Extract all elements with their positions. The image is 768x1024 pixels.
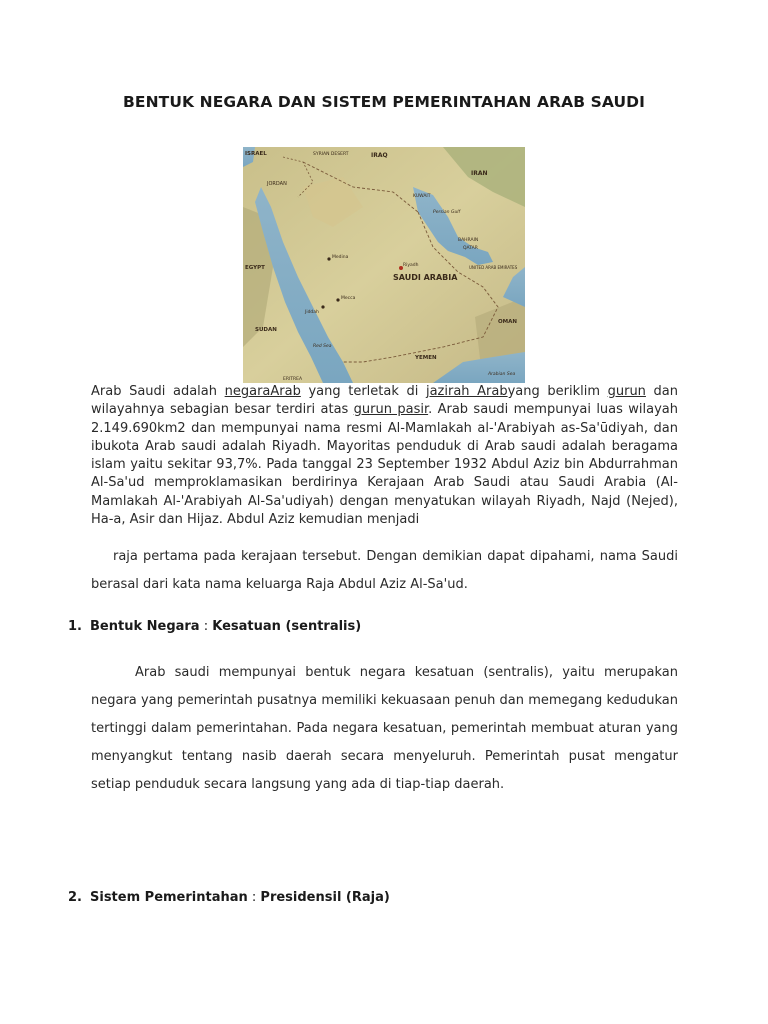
map-label-bahrain: BAHRAIN <box>458 238 479 243</box>
map-label-iraq: IRAQ <box>371 152 388 159</box>
map-image <box>243 147 525 383</box>
section-2-number: 2. <box>68 890 82 905</box>
intro-paragraph <box>91 383 678 529</box>
section-2-value: Presidensil (Raja) <box>260 890 390 905</box>
section-1-number: 1. <box>68 619 82 634</box>
link-gurun[interactable]: gurun <box>607 384 646 399</box>
section-2-label: Sistem Pemerintahan <box>90 890 248 905</box>
link-negara-arab[interactable]: negaraArab <box>224 384 301 399</box>
section-2-colon: : <box>247 890 261 905</box>
map-label-jiddah: Jiddah <box>305 310 319 315</box>
map-label-riyadh: Riyadh <box>403 263 419 268</box>
intro-text: yang beriklim <box>507 384 608 399</box>
map-label-egypt: EGYPT <box>245 265 265 271</box>
map-label-jordan: JORDAN <box>267 181 287 187</box>
map-label-syrian-desert: SYRIAN DESERT <box>313 152 349 157</box>
map-label-qatar: QATAR <box>463 246 478 251</box>
intro-text: Arab Saudi adalah <box>91 384 225 399</box>
section-1-body-text: Arab saudi mempunyai bentuk negara kesatuan (sentralis), yaitu merupakan negara yang pemerintah pusatnya memiliki kekuasaan penuh dan memegang kedudukan tertinggi dalam pemerintahan. Pada negara kesatuan, pemerintah membuat aturan yang menyangkut tentang nasib daerah secara menyeluruh. Pemerintah pusat mengatur setiap penduduk secara langsung yang ada di tiap-tiap daerah. <box>91 665 678 792</box>
section-1-colon: : <box>199 619 213 634</box>
continuation-paragraph <box>91 543 678 599</box>
document-title: BENTUK NEGARA DAN SISTEM PEMERINTAHAN ARAB SAUDI <box>122 93 646 111</box>
section-2-heading <box>68 890 390 905</box>
map-label-red-sea: Red Sea <box>313 344 332 349</box>
intro-text: . Arab saudi mempunyai luas wilayah 2.149.690km2 dan mempunyai nama resmi Al-Mamlakah al-'Arabiyah as-Sa'ūdiyah, dan ibukota Arab saudi adalah Riyadh. Mayoritas penduduk di Arab saudi adalah beragama islam yaitu sekitar 93,7%. Pada tanggal 23 September 1932 Abdul Aziz bin Abdurrahman Al-Sa'ud memproklamasikan berdirinya Kerajaan Arab Saudi atau Saudi Arabia (Al-Mamlakah Al-'Arabiyah Al-Sa'udiyah) dengan menyatukan wilayah Riyadh, Najd (Nejed), Ha-a, Asir dan Hijaz. Abdul Aziz kemudian menjadi <box>91 402 678 528</box>
map-label-medina: Medina <box>332 255 349 260</box>
section-1-heading <box>68 619 361 634</box>
map-label-arabian-sea: Arabian Sea <box>488 372 516 377</box>
map-label-uae: UNITED ARAB EMIRATES <box>469 265 518 270</box>
saudi-arabia-map <box>243 147 525 383</box>
link-gurun-pasir[interactable]: gurun pasir <box>353 402 429 418</box>
map-label-kuwait: KUWAIT <box>413 194 431 199</box>
map-label-sudan: SUDAN <box>255 327 277 333</box>
map-label-iran: IRAN <box>471 170 488 177</box>
section-1-label: Bentuk Negara <box>90 619 200 634</box>
map-label-eritrea: ERITREA <box>283 377 303 382</box>
continuation-text: raja pertama pada kerajaan tersebut. Dengan demikian dapat dipahami, nama Saudi berasal dari kata nama keluarga Raja Abdul Aziz Al-Sa'ud. <box>91 549 678 592</box>
map-label-oman: OMAN <box>498 319 518 325</box>
map-label-persian-gulf: Persian Gulf <box>433 210 461 215</box>
map-label-saudi-arabia: SAUDI ARABIA <box>393 273 458 282</box>
intro-text: yang terletak di <box>300 384 426 399</box>
link-jazirah-arab[interactable]: jazirah Arab <box>425 384 508 399</box>
intro-text: dan wilayahnya sebagian besar terdiri atas <box>91 384 679 418</box>
map-label-yemen: YEMEN <box>415 355 437 361</box>
section-1-value: Kesatuan (sentralis) <box>212 619 362 634</box>
map-label-mecca: Mecca <box>341 296 356 301</box>
map-label-israel: ISRAEL <box>245 151 267 157</box>
section-1-body <box>91 659 678 799</box>
